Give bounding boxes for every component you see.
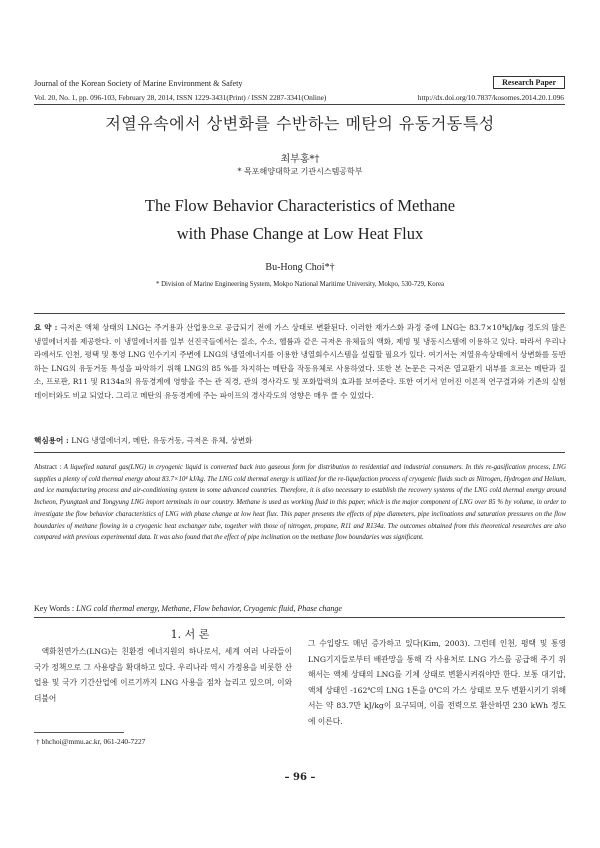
volume-line: Vol. 20, No. 1, pp. 096-103, February 28, 2014, ISSN 1229-3431(Print) / ISSN 2287-3341(Online) (34, 93, 327, 102)
section-title-introduction: 1. 서 론 (170, 628, 210, 641)
header-rule (34, 104, 565, 105)
keywords-english-text: LNG cold thermal energy, Methane, Flow behavior, Cryogenic fluid, Phase change (76, 604, 342, 613)
affiliation-english: * Division of Marine Engineering System, Mokpo National Maritime University, Mokpo, 530-729, Korea (155, 281, 444, 288)
body-left-column: 액화천연가스(LNG)는 친환경 에너지원의 하나로서, 세계 여러 나라들이 국가 정책으로 그 사용량을 확대하고 있다. 우리나라 역시 가정용을 비롯한 산업용 및 국가 기간산업에 이르기까지 LNG 사용을 점차 늘리고 있으며, 이와 더불어 (34, 647, 292, 703)
abstract-bottom-rule (34, 617, 565, 618)
abstract-korean-label: 요 약 : (34, 323, 58, 332)
keywords-english (34, 604, 566, 613)
keywords-korean-text: LNG 냉열에너지, 메탄, 유동거동, 극저온 유체, 상변화 (71, 436, 253, 445)
abstract-top-rule (34, 313, 565, 314)
body-right-column: 그 수입량도 매년 증가하고 있다(Kim, 2003). 그런데 인천, 평택 및 통영 LNG기지들로부터 배관망을 통해 각 사용처로 LNG 가스를 공급해 주기 위해서는 액체 상태의 LNG를 기체 상태로 변환시켜줘야만 한다. 보통 대기압, 액체 상태인 -162℃의 LNG 1톤을 0℃의 가스 상태로 모두 변환시키기 위해서는 약 83.7만 kJ/kg이 요구되며, 이를 전력으로 환산하면 230 kWh 정도에 이른다. (308, 639, 566, 726)
doi-link[interactable]: http://dx.doi.org/10.7837/kosomes.2014.20.1.096 (417, 93, 564, 102)
footnote-rule (34, 732, 124, 733)
abstract-english-text: A liquefied natural gas(LNG) in cryogenic liquid is converted back into gaseous form for distribution to residential and industrial consumers. In this re-gasification process, LNG supplies a plenty of cold thermal energy about 83.7×10⁴ kJ/kg. The LNG cold thermal energy is utilized for the re-liquefaction process of cryogenic fluids such as Nitrogen, Hydrogen and Helium, and ice manufacturing process and air-conditioning system in some advanced countries. Therefore, it is also necessary to establish the recovery systems of the LNG cold thermal energy around Incheon, Pyungtaek and Tongyung LNG import terminals in our country. Methane is used as working fluid in this paper, which is the major component of LNG over 85 % by volume, in order to investigate the flow behavior characteristics of LNG with phase change at low heat flux. This paper presents the effects of pipe diameters, pipe inclinations and saturation pressures on the flow boundaries of methane flowing in a cryogenic heat exchanger tube, together with those of nitrogen, propane, R11 and R134a. The outcomes obtained from this theoretical researches are also compared with previous experimental data. It was also found that the effect of pipe inclination on the methane flow boundaries was significant. (34, 464, 566, 542)
title-english-line1: The Flow Behavior Characteristics of Methane (144, 196, 456, 215)
abstract-mid-rule (34, 452, 565, 453)
abstract-english-label: Abstract : (34, 464, 62, 471)
author-korean: 최부홍*† (280, 154, 320, 165)
abstract-korean-text: 극저온 액체 상태의 LNG는 주거용과 산업용으로 공급되기 전에 가스 상태로 변환된다. 이러한 재가스화 과정 중에 LNG는 83.7×10⁴kJ/kg 정도의 많은 냉열에너지를 제공한다. 이 냉열에너지를 일부 선진국들에서는 질소, 수소, 헬륨과 같은 극저온 유체들의 액화, 제빙 및 냉동시스템에 이용하고 있다. 따라서 우리나라에서도 인천, 평택 및 통영 LNG 인수기지 주변에 LNG의 냉열에너지를 이용한 냉열회수시스템을 설립할 필요가 있다. 여기서는 저열유속상태에서 상변화를 동반하는 LNG의 유동거동 특성을 파악하기 위해 LNG의 85 %를 차지하는 메탄을 작동유체로 사용하였다. 또한 본 논문은 극저온 열교환기 내부를 흐르는 메탄과 질소, 프로판, R11 및 R134a의 유동경계에 영향을 주는 관 직경, 관의 경사각도 및 포화압력의 효과를 보여준다. 또한 여기서 얻어진 이론적 연구결과와 기존의 실험 데이터와도 비교 되었다. 그리고 메탄의 유동경계에 주는 파이프의 경사각도의 영향은 매우 클 수 있었다. (34, 323, 566, 400)
page-number: – 96 – (284, 772, 316, 783)
journal-name: Journal of the Korean Society of Marine Environment & Safety (34, 79, 243, 88)
research-paper-badge: Research Paper (493, 76, 565, 89)
keywords-english-label: Key Words : (34, 604, 75, 613)
abstract-english (34, 462, 566, 544)
title-korean: 저열유속에서 상변화를 수반하는 메탄의 유동거동특성 (105, 114, 495, 133)
title-english-line2: with Phase Change at Low Heat Flux (176, 224, 424, 243)
abstract-korean (34, 321, 566, 403)
keywords-korean (34, 435, 566, 446)
author-english: Bu-Hong Choi*† (265, 262, 335, 273)
affiliation-korean: * 목포해양대학교 기관시스템공학부 (237, 167, 363, 176)
keywords-korean-label: 핵심용어 : (34, 436, 69, 445)
footnote-contact: † bhchoi@mmu.ac.kr, 061-240-7227 (36, 737, 146, 746)
